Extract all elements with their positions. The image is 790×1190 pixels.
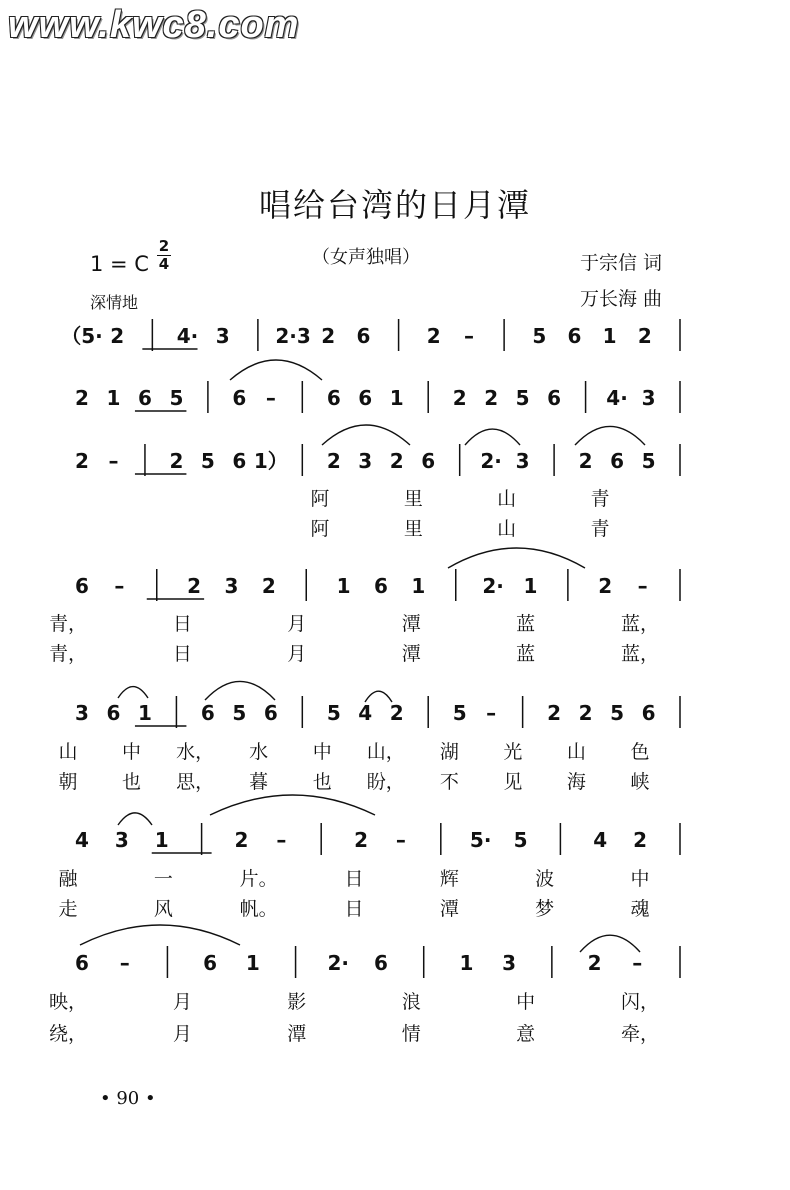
- tempo-marking: 深情地: [90, 293, 139, 312]
- note: （5·: [61, 324, 103, 348]
- note: 1: [523, 574, 538, 598]
- note: 6: [75, 951, 89, 975]
- note: 3: [641, 386, 656, 410]
- lyric-syllable: 不: [439, 771, 459, 793]
- note: 3: [515, 449, 530, 473]
- lyric-syllable: 片。: [239, 868, 278, 890]
- note: 2·: [480, 449, 502, 473]
- slur: [448, 548, 585, 568]
- sustain-dash: –: [265, 386, 276, 410]
- note: 5·: [469, 828, 492, 852]
- lyric-syllable: 青: [590, 518, 610, 540]
- note: 6: [75, 574, 89, 598]
- lyric-syllable: 暮: [249, 771, 269, 793]
- sustain-dash: –: [395, 828, 406, 852]
- note: 3: [358, 449, 373, 473]
- note: 3: [114, 828, 129, 852]
- note: 2: [426, 324, 441, 348]
- lyricist-credit: 于宗信 词: [580, 252, 663, 274]
- lyric-syllable: 色: [630, 741, 650, 763]
- note: 6: [232, 449, 247, 473]
- note: 2: [389, 449, 404, 473]
- lyric-syllable: 影: [287, 991, 307, 1013]
- lyric-syllable: 月: [287, 643, 307, 665]
- lyric-syllable: 青: [590, 488, 610, 510]
- lyric-syllable: 峡: [630, 771, 650, 793]
- lyric-syllable: 日: [172, 613, 192, 635]
- lyric-syllable: 潭: [401, 613, 421, 635]
- lyric-syllable: 阿: [310, 488, 330, 510]
- note: 2: [389, 701, 404, 725]
- lyric-syllable: 海: [566, 771, 586, 793]
- note: 2·3: [275, 324, 311, 348]
- note: 6: [232, 386, 247, 410]
- lyric-syllable: 情: [401, 1023, 421, 1045]
- lyric-syllable: 青，: [48, 643, 88, 665]
- sustain-dash: –: [119, 951, 130, 975]
- note: 4: [75, 828, 89, 852]
- lyric-syllable: 蓝，: [620, 613, 660, 635]
- lyric-syllable: 日: [344, 898, 364, 920]
- note: 6: [200, 701, 215, 725]
- lyric-syllable: 水: [249, 741, 269, 763]
- lyric-syllable: 山: [497, 518, 517, 540]
- lyric-syllable: 月: [287, 613, 307, 635]
- slur: [210, 795, 375, 815]
- note: 6: [567, 324, 582, 348]
- lyric-syllable: 里: [403, 488, 423, 510]
- note: 3: [224, 574, 239, 598]
- note: 2: [75, 386, 89, 410]
- note: 2: [169, 449, 184, 473]
- lyric-syllable: 潭: [401, 643, 421, 665]
- note: 5: [515, 386, 530, 410]
- note: 2: [578, 701, 593, 725]
- note: 6: [326, 386, 341, 410]
- slur: [205, 681, 275, 700]
- note: 3: [75, 701, 89, 725]
- lyric-syllable: 潭: [439, 898, 459, 920]
- note: 1: [245, 951, 260, 975]
- lyric-syllable: 中: [630, 868, 650, 890]
- note: 2: [110, 324, 125, 348]
- key-signature: 1 = C: [90, 252, 149, 276]
- sustain-dash: –: [114, 574, 125, 598]
- lyric-syllable: 蓝，: [620, 643, 660, 665]
- note: 1: [336, 574, 351, 598]
- lyric-syllable: 闪，: [620, 991, 660, 1013]
- note: 5: [326, 701, 341, 725]
- slur: [118, 687, 148, 698]
- note: 2: [547, 701, 562, 725]
- lyric-syllable: 浪: [401, 991, 421, 1013]
- lyric-syllable: 见: [503, 771, 523, 793]
- lyric-syllable: 盼，: [366, 771, 405, 793]
- lyric-syllable: 青，: [48, 613, 88, 635]
- slur: [575, 426, 645, 445]
- lyric-syllable: 波: [535, 868, 555, 890]
- note: 6: [374, 951, 388, 975]
- note: 2: [187, 574, 202, 598]
- page-number: • 90 •: [100, 1088, 156, 1109]
- note: 5: [610, 701, 625, 725]
- lyric-syllable: 里: [403, 518, 423, 540]
- note: 2·: [327, 951, 350, 975]
- note: 2: [578, 449, 593, 473]
- note: 6: [421, 449, 436, 473]
- lyric-syllable: 山，: [366, 741, 405, 763]
- note: 2: [75, 449, 89, 473]
- sustain-dash: –: [108, 449, 119, 473]
- slur: [322, 425, 410, 445]
- lyric-syllable: 融: [58, 868, 78, 890]
- note: 5: [452, 701, 467, 725]
- note: 2: [633, 828, 648, 852]
- lyric-syllable: 一: [153, 868, 173, 890]
- note: 6: [374, 574, 388, 598]
- note: 5: [513, 828, 528, 852]
- note: 4: [593, 828, 608, 852]
- lyric-syllable: 蓝: [516, 613, 536, 635]
- note: 6: [203, 951, 218, 975]
- note: 6: [263, 701, 278, 725]
- lyric-syllable: 光: [503, 741, 523, 763]
- lyric-syllable: 走: [58, 898, 78, 920]
- note: 6: [547, 386, 562, 410]
- note: 4·: [606, 386, 628, 410]
- sustain-dash: –: [637, 574, 648, 598]
- note: 6: [641, 701, 656, 725]
- note: 2: [452, 386, 467, 410]
- note: 6: [106, 701, 121, 725]
- lyric-syllable: 牵，: [620, 1023, 660, 1045]
- lyric-syllable: 月: [172, 1023, 192, 1045]
- lyric-syllable: 意: [516, 1023, 536, 1045]
- note: 2: [261, 574, 276, 598]
- note: 6: [610, 449, 625, 473]
- lyric-syllable: 山: [566, 741, 586, 763]
- watermark: www.kwc8.com: [8, 4, 300, 46]
- lyric-syllable: 山: [497, 488, 517, 510]
- lyric-syllable: 中: [312, 741, 332, 763]
- lyric-syllable: 风: [153, 898, 173, 920]
- lyric-syllable: 中: [122, 741, 142, 763]
- lyric-syllable: 映，: [48, 991, 88, 1013]
- note: 4: [358, 701, 373, 725]
- note: 1: [106, 386, 121, 410]
- time-signature-top: 2: [158, 237, 170, 255]
- note: 2: [598, 574, 613, 598]
- sustain-dash: –: [276, 828, 287, 852]
- lyric-syllable: 绕，: [48, 1023, 88, 1045]
- note: 2: [234, 828, 249, 852]
- note: 1: [602, 324, 617, 348]
- note: 5: [232, 701, 247, 725]
- note: 3: [502, 951, 517, 975]
- lyric-syllable: 蓝: [516, 643, 536, 665]
- note: 2: [354, 828, 369, 852]
- lyric-syllable: 魂: [630, 898, 650, 920]
- note: 6: [356, 324, 371, 348]
- sustain-dash: –: [632, 951, 643, 975]
- note: 4·: [176, 324, 199, 348]
- slur: [230, 360, 322, 380]
- note: 1: [411, 574, 426, 598]
- lyric-syllable: 也: [122, 771, 142, 793]
- note: 5: [641, 449, 656, 473]
- song-title: 唱给台湾的日月潭: [258, 186, 531, 224]
- composer-credit: 万长海 曲: [580, 288, 663, 310]
- note: 2·: [482, 574, 504, 598]
- lyric-syllable: 思，: [176, 771, 215, 793]
- note: 5: [169, 386, 184, 410]
- lyric-syllable: 中: [516, 991, 536, 1013]
- lyric-syllable: 阿: [310, 518, 330, 540]
- note: 1: [459, 951, 474, 975]
- lyric-syllable: 梦: [535, 898, 555, 920]
- note: 6: [358, 386, 373, 410]
- slur: [580, 935, 640, 952]
- sustain-dash: –: [486, 701, 497, 725]
- note: 1）: [253, 449, 288, 473]
- lyric-syllable: 日: [172, 643, 192, 665]
- lyric-syllable: 潭: [287, 1023, 307, 1045]
- note: 2: [587, 951, 602, 975]
- sustain-dash: –: [463, 324, 474, 348]
- note: 2: [637, 324, 652, 348]
- note: 3: [215, 324, 230, 348]
- note: 5: [200, 449, 215, 473]
- performance-note: （女声独唱）: [312, 247, 420, 268]
- note: 2: [321, 324, 336, 348]
- lyric-syllable: 月: [172, 991, 192, 1013]
- slur: [80, 925, 240, 945]
- note: 6: [137, 386, 152, 410]
- slur: [118, 813, 152, 825]
- note: 2: [326, 449, 341, 473]
- slur: [465, 429, 520, 445]
- lyric-syllable: 帆。: [239, 898, 278, 920]
- note: 1: [154, 828, 169, 852]
- note: 1: [137, 701, 152, 725]
- lyric-syllable: 也: [312, 771, 332, 793]
- note: 1: [389, 386, 404, 410]
- lyric-syllable: 辉: [439, 868, 459, 890]
- note: 5: [532, 324, 547, 348]
- lyric-syllable: 湖: [439, 741, 459, 763]
- time-signature-bottom: 4: [158, 255, 170, 273]
- lyric-syllable: 日: [344, 868, 364, 890]
- lyric-syllable: 山: [58, 741, 78, 763]
- lyric-syllable: 朝: [58, 771, 78, 793]
- note: 2: [484, 386, 499, 410]
- lyric-syllable: 水，: [176, 741, 215, 763]
